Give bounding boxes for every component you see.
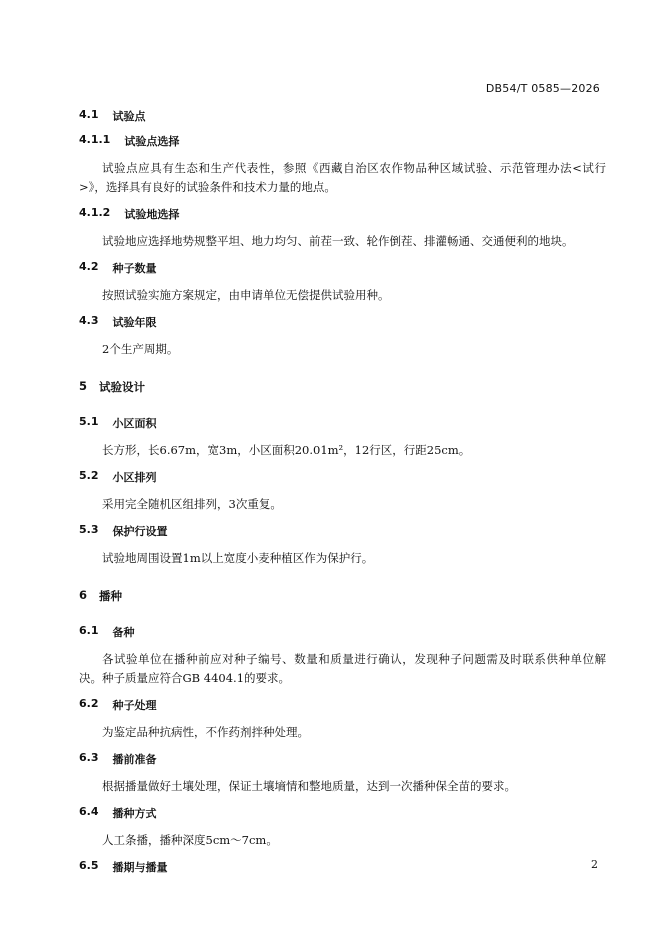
section-heading: 6.3 播前准备 [79,751,157,766]
paragraph: 人工条播，播种深度5cm～7cm。 [102,833,278,847]
section-heading: 4.3 试验年限 [79,314,157,329]
document-body [79,108,606,875]
paragraph: 试验地周围设置1m以上宽度小麦种植区作为保护行。 [102,551,374,565]
section-heading: 4.1 试验点 [79,108,146,123]
section-heading: 6.4 播种方式 [79,805,157,820]
paragraph: 根据播量做好土壤处理，保证土壤墒情和整地质量，达到一次播种保全苗的要求。 [102,779,516,793]
chapter-heading: 6 播种 [79,588,123,603]
section-heading: 6.2 种子处理 [79,697,157,712]
section-heading: 4.1.2 试验地选择 [79,206,180,221]
paragraph: 长方形，长6.67m，宽3m，小区面积20.01m²，12行区，行距25cm。 [102,443,471,457]
section-heading: 4.1.1 试验点选择 [79,133,180,148]
paragraph: 试验地应选择地势规整平坦、地力均匀、前茬一致、轮作倒茬、排灌畅通、交通便利的地块。 [102,234,574,248]
section-heading: 5.3 保护行设置 [79,523,168,538]
page-number: 2 [591,858,598,871]
section-heading: 4.2 种子数量 [79,260,157,275]
paragraph: 为鉴定品种抗病性，不作药剂拌种处理。 [102,725,309,739]
chapter-heading: 5 试验设计 [79,379,146,394]
section-heading: 6.1 备种 [79,624,135,639]
section-heading: 5.2 小区排列 [79,469,157,484]
section-heading: 6.5 播期与播量 [79,859,168,874]
section-heading: 5.1 小区面积 [79,415,157,430]
paragraph: 2个生产周期。 [102,342,179,356]
paragraph: 试验点应具有生态和生产代表性，参照《西藏自治区农作物品种区域试验、示范管理办法<试行>》，选择具有良好的试验条件和技术力量的地点。 [79,161,606,194]
paragraph: 按照试验实施方案规定，由申请单位无偿提供试验用种。 [102,288,390,302]
paragraph: 采用完全随机区组排列，3次重复。 [102,497,282,511]
paragraph: 各试验单位在播种前应对种子编号、数量和质量进行确认，发现种子问题需及时联系供种单位解决。种子质量应符合GB 4404.1的要求。 [79,652,606,685]
standard-code: DB54/T 0585—2026 [485,82,600,95]
